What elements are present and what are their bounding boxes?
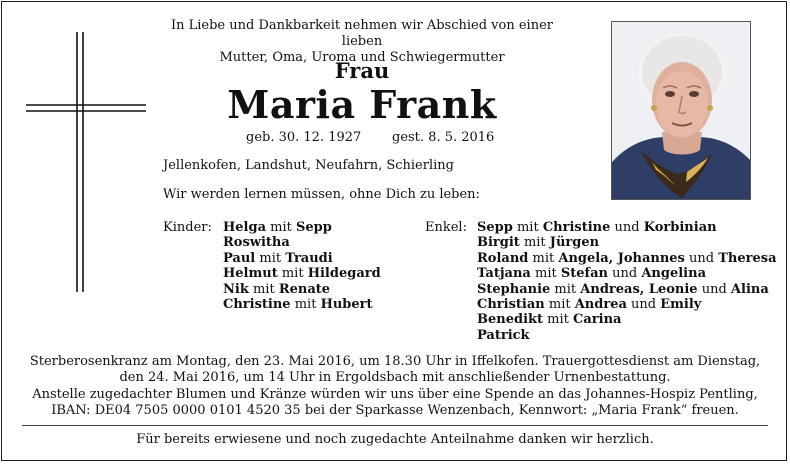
family-entry: [477, 328, 777, 343]
partner-name: Traudi: [285, 250, 333, 266]
intro-line-1: In Liebe und Dankbarkeit nehmen wir Abschied von einer lieben: [170, 18, 553, 49]
partner-name: Christine: [542, 220, 611, 235]
family-entry: [223, 297, 381, 312]
family-name: Christian: [477, 297, 545, 313]
partner-name: Andreas, Leonie: [580, 281, 698, 297]
partner-name: Stefan: [560, 266, 608, 282]
connector-text: mit: [519, 235, 550, 251]
connector-text: mit: [266, 220, 296, 235]
connector-text: mit: [277, 266, 308, 282]
family-name: Roland: [477, 250, 529, 266]
family-name: Stephanie: [477, 281, 551, 297]
connector-text: mit: [290, 297, 321, 313]
connector-text: mit: [255, 250, 286, 266]
intro-line-2: Mutter, Oma, Uroma und Schwiegermutter: [219, 50, 505, 65]
family-entry: [223, 220, 381, 235]
connector-text: mit: [530, 266, 561, 282]
connector-text: und: [684, 250, 719, 266]
connector-text: mit: [550, 281, 581, 297]
family-entry: [477, 297, 777, 312]
partner-name: Andrea: [574, 297, 627, 313]
connector-text: und: [610, 220, 644, 235]
partner-name: Hubert: [320, 297, 373, 313]
additional-name: Theresa: [718, 250, 777, 266]
connector-text: mit: [512, 220, 543, 235]
family-name: Helga: [223, 220, 267, 235]
family-entry: [477, 312, 777, 327]
birth-date: geb. 30. 12. 1927: [246, 130, 362, 145]
connector-text: und: [608, 266, 642, 282]
family-name: Birgit: [477, 235, 520, 251]
places: Jellenkofen, Landshut, Neufahrn, Schierling: [163, 158, 454, 173]
obituary-notice: [1, 1, 787, 461]
additional-name: Alina: [730, 281, 769, 297]
partner-name: Angela, Johannes: [558, 250, 685, 266]
family-entry: [477, 266, 777, 281]
cross-icon: [26, 32, 146, 292]
partner-name: Jürgen: [549, 235, 600, 251]
family-name: Paul: [223, 250, 256, 266]
motto: Wir werden lernen müssen, ohne Dich zu leben:: [163, 187, 480, 202]
family-entry: [477, 235, 777, 250]
grandchildren-label: Enkel:: [425, 220, 467, 235]
connector-text: und: [626, 297, 661, 313]
partner-name: Sepp: [296, 220, 332, 235]
family-entry: [223, 282, 381, 297]
partner-name: Renate: [278, 281, 331, 297]
connector-text: mit: [543, 312, 574, 328]
family-name: Tatjana: [477, 266, 531, 282]
family-name: Patrick: [477, 327, 530, 343]
death-date: gest. 8. 5. 2016: [392, 130, 495, 145]
additional-name: Angelina: [641, 266, 706, 282]
service-line-1: Sterberosenkranz am Montag, den 23. Mai 2016, um 18.30 Uhr in Iffelkofen. Trauergottesdienst am Dienstag,: [29, 354, 761, 369]
deceased-name: Maria Frank: [227, 82, 497, 127]
connector-text: und: [697, 281, 731, 297]
family-entry: [477, 282, 777, 297]
connector-text: mit: [248, 281, 279, 297]
family-entry: [477, 251, 777, 266]
family-name: Helmut: [223, 266, 278, 282]
family-entry: [223, 251, 381, 266]
family-entry: [223, 235, 381, 250]
service-details: [22, 354, 768, 386]
donation-line-1: Anstelle zugedachter Blumen und Kränze würden wir uns über eine Spende an das Johannes-Hospiz Pentling,: [32, 387, 758, 402]
partner-name: Carina: [573, 312, 622, 328]
children-list: [223, 220, 381, 312]
thanks-text: Für bereits erwiesene und noch zugedachte Anteilnahme danken wir herzlich.: [136, 432, 654, 447]
family-name: Sepp: [477, 220, 513, 235]
family-name: Roswitha: [223, 235, 290, 251]
connector-text: mit: [528, 250, 559, 266]
family-entry: [477, 220, 777, 235]
portrait-photo: [611, 21, 751, 200]
donation-details: [22, 387, 768, 419]
divider: [22, 425, 768, 426]
partner-name: Hildegard: [307, 266, 381, 282]
donation-line-2: IBAN: DE04 7505 0000 0101 4520 35 bei der Sparkasse Wenzenbach, Kennwort: „Maria Frank“ freuen.: [51, 403, 739, 418]
family-name: Christine: [223, 297, 291, 313]
grandchildren-list: [477, 220, 777, 343]
additional-name: Emily: [660, 297, 702, 313]
children-label: Kinder:: [163, 220, 212, 235]
additional-name: Korbinian: [643, 220, 717, 235]
salutation: Frau: [334, 58, 390, 83]
connector-text: mit: [544, 297, 575, 313]
family-entry: [223, 266, 381, 281]
family-name: Benedikt: [477, 312, 544, 328]
service-line-2: den 24. Mai 2016, um 14 Uhr in Ergoldsbach mit anschließender Urnenbestattung.: [119, 370, 671, 385]
family-name: Nik: [223, 281, 249, 297]
